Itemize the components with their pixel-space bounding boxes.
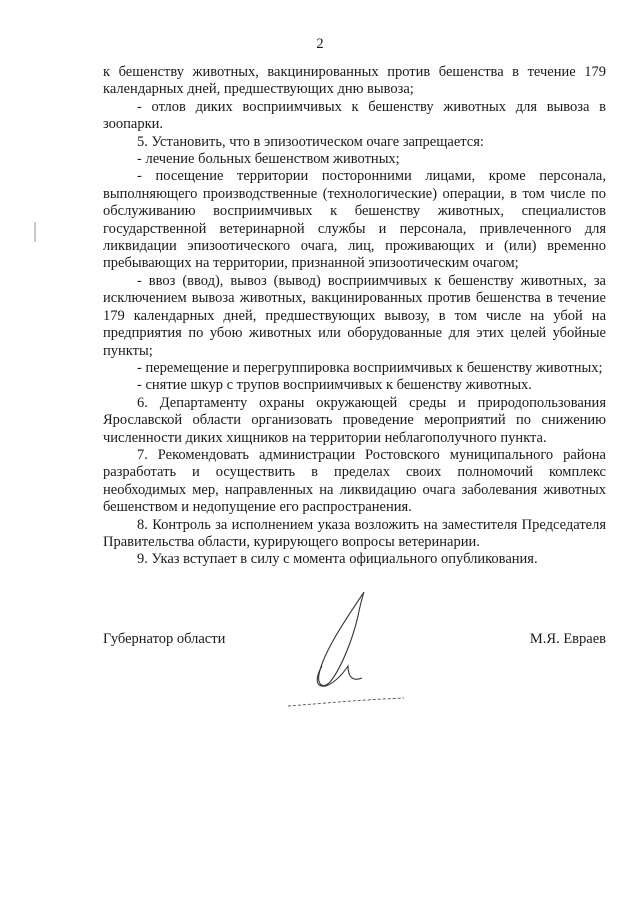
paragraph: 9. Указ вступает в силу с момента официального опубликования.	[137, 551, 538, 568]
margin-mark	[34, 222, 36, 242]
paragraph: - снятие шкур с трупов восприимчивых к бешенству животных.	[137, 377, 532, 394]
paragraph: - отлов диких восприимчивых к бешенству животных для вывоза в зоопарки.	[103, 98, 606, 133]
paragraph: - ввоз (ввод), вывоз (вывод) восприимчивых к бешенству животных, за исключением вывоза животных, вакцинированных против бешенства в течение 179 календарных дней, предшествующих вывозу, в том числе на убой на предприятия по убою животных или оборудованные для этих целей убойные пункты;	[103, 272, 606, 359]
paragraph: - перемещение и перегруппировка восприимчивых к бешенству животных;	[137, 359, 603, 376]
signatory-name: М.Я. Евраев	[529, 631, 606, 647]
paragraph: 6. Департаменту охраны окружающей среды и природопользования Ярославской области организовать проведение мероприятий по снижению численности диких хищников на территории неблагополучного пункта.	[103, 394, 606, 446]
page-number: 2	[316, 36, 324, 52]
paragraph: - посещение территории посторонними лицами, кроме персонала, выполняющего производственные (технологические) операции, в том числе по обслуживанию восприимчивых к бешенству животных, специалистов государственной ветеринарной службы и персонала, привлеченного для ликвидации эпизоотического очага, лиц, проживающих и (или) временно пребывающих на территории, признанной эпизоотическим очагом;	[103, 168, 606, 272]
handwritten-signature	[286, 586, 406, 716]
paragraph: 8. Контроль за исполнением указа возложить на заместителя Председателя Правительства области, курирующего вопросы ветеринарии.	[103, 516, 606, 550]
signatory-title: Губернатор области	[103, 631, 226, 647]
document-body	[103, 64, 606, 569]
paragraph: - лечение больных бешенством животных;	[137, 151, 400, 168]
paragraph: к бешенству животных, вакцинированных против бешенства в течение 179 календарных дней, предшествующих дню вывоза;	[103, 64, 606, 98]
paragraph: 7. Рекомендовать администрации Ростовского муниципального района разработать и осуществить в пределах своих полномочий комплекс необходимых мер, направленных на ликвидацию очага заболевания животных бешенством и недопущение его распространения.	[103, 446, 606, 516]
paragraph: 5. Установить, что в эпизоотическом очаге запрещается:	[137, 133, 484, 150]
